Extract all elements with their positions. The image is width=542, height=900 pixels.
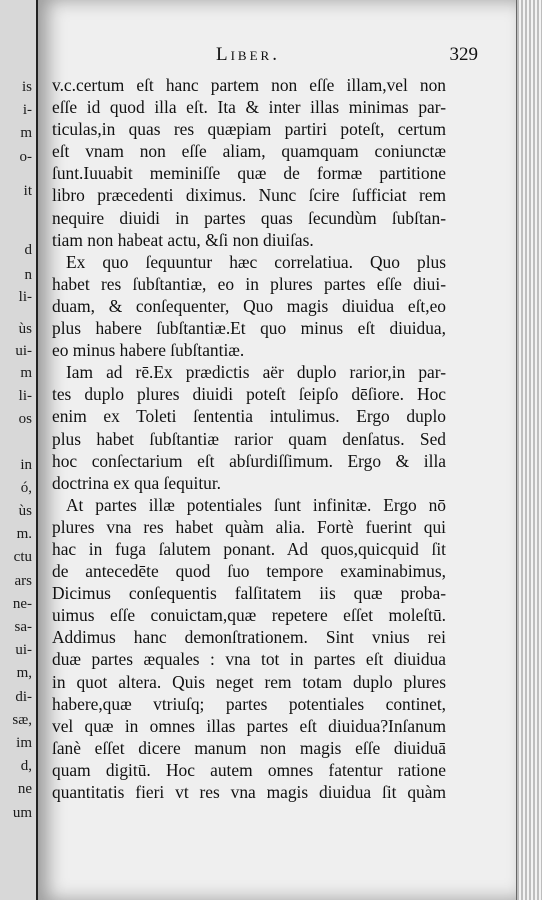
facing-page-fragment: in [20, 457, 32, 473]
text-line: eſſe id quod illa eſt. Ita & inter illas minimas par- [52, 97, 446, 118]
text-line: nequire diuidi in partes quas ſecundùm ſubſtan- [52, 207, 446, 228]
facing-page-edge [0, 0, 38, 900]
text-line: libro præcedenti diximus. Nunc ſcire ſufficiat rem [52, 185, 446, 206]
paragraph [52, 494, 446, 803]
facing-page-fragment: m. [16, 526, 32, 542]
facing-page-fragment: ars [14, 573, 32, 589]
text-line: plus habet ſubſtantiæ rarior quam denſatus. Sed [52, 428, 446, 449]
paragraph [52, 251, 446, 361]
text-line: Iam ad rē.Ex prædictis aër duplo rarior,in par- [66, 362, 446, 383]
text-line: plures vna res habet quàm alia. Fortè fuerint qui [52, 516, 446, 537]
facing-page-fragment: os [18, 411, 32, 427]
facing-page-fragment: im [16, 735, 32, 751]
text-line: hoc conſectarium eſt abſurdiſſimum. Ergo & illa [52, 450, 446, 471]
text-line: habet res ſubſtantiæ, eo in plures partes eſſe diui- [52, 273, 446, 294]
text-line: Dicimus conſequentis falſitatem iis quæ proba- [52, 583, 446, 604]
text-line: duam, & conſequenter, Quo magis diuidua eſt,eo [52, 295, 446, 316]
facing-page-fragment: ne- [12, 596, 32, 612]
text-line: tes duplo plures diuidi poteſt ſeipſo dēſiore. Hoc [52, 384, 446, 405]
text-line: hac in fuga ſalutem ponant. Ad quos,quicquid ſit [52, 538, 446, 559]
text-line: quam digitū. Hoc autem omnes fatentur ratione [52, 759, 446, 780]
text-line: quantitatis fieri vt res vna magis diuidua ſit quàm [52, 782, 446, 802]
facing-page-fragment: m, [16, 665, 32, 681]
facing-page-fragment: ctu [13, 549, 32, 565]
text-line: enim ex Toleti ſententia intulimus. Ergo duplo [52, 406, 446, 427]
facing-page-fragment: is [21, 79, 32, 95]
facing-page-fragment: it [23, 183, 32, 199]
facing-page-fragment: li- [18, 289, 32, 305]
facing-page-fragment: ùs [18, 503, 32, 519]
facing-page-fragment: o- [19, 149, 32, 165]
text-line: tiam non habeat actu, &ſi non diuiſas. [52, 229, 314, 250]
paragraph [52, 361, 446, 494]
running-title: Liber. [216, 44, 280, 65]
text-line: habere,quæ vtriuſq; partes potentiales continet, [52, 693, 446, 714]
text-line: ſunt.Iuuabit meminiſſe quæ de formæ partitione [52, 163, 446, 184]
facing-page-fragment: d, [20, 758, 32, 774]
text-line: Ex quo ſequuntur hæc correlatiua. Quo plus [66, 251, 446, 272]
text-line: Addimus hanc demonſtrationem. Sint vnius rei [52, 627, 446, 648]
text-line: v.c.certum eſt hanc partem non eſſe illam,vel non [52, 75, 446, 95]
facing-page-fragment: ó, [20, 480, 32, 496]
body-text [52, 74, 446, 803]
text-line: in quot altera. Quis neget rem totam duplo plures [52, 671, 446, 692]
text-line: plus habere ſubſtantiæ.Et quo minus eſt diuidua, [52, 318, 446, 339]
facing-page-fragment: um [12, 805, 32, 821]
text-line: vel quæ in omnes illas partes eſt diuidua?Inſanum [52, 715, 446, 736]
facing-page-fragment: ui- [15, 642, 32, 658]
text-line: ticulas,in quas res quæpiam partiri poteſt, certum [52, 119, 446, 140]
facing-page-fragment: li- [18, 388, 32, 404]
facing-page-fragment: d [24, 242, 32, 258]
text-line: eſt vnam non eſſe aliam, quamquam coniunctæ [52, 141, 446, 162]
facing-page-fragment: i- [22, 102, 32, 118]
facing-page-fragment: ne [17, 781, 32, 797]
page-edges [516, 0, 542, 900]
facing-page-fragment: m [20, 365, 32, 381]
text-line: de antecedēte quod ſuo tempore examinabimus, [52, 561, 446, 582]
text-line: ſanè eſſet dicere manum non magis eſſe diuiduā [52, 737, 446, 758]
facing-page-fragment: ui- [15, 343, 32, 359]
text-line: eo minus habere ſubſtantiæ. [52, 340, 245, 361]
paragraph [52, 74, 446, 251]
text-line: uimus eſſe conuictam,quæ repetere eſſet moleſtū. [52, 605, 446, 626]
text-line: duæ partes æquales : vna tot in partes eſt diuidua [52, 649, 446, 670]
facing-page-fragment: sa- [14, 619, 32, 635]
text-line: doctrina ex qua ſequitur. [52, 472, 222, 493]
page-header [188, 44, 478, 68]
text-line: At partes illæ potentiales ſunt infinitæ. Ergo nō [66, 494, 446, 515]
facing-page-fragment: sæ, [12, 712, 32, 728]
facing-page-fragment: ùs [18, 321, 32, 337]
facing-page-fragment: n [24, 267, 32, 283]
facing-page-fragment: m [20, 125, 32, 141]
page-number: 329 [449, 44, 478, 65]
facing-page-fragment: di- [15, 689, 32, 705]
